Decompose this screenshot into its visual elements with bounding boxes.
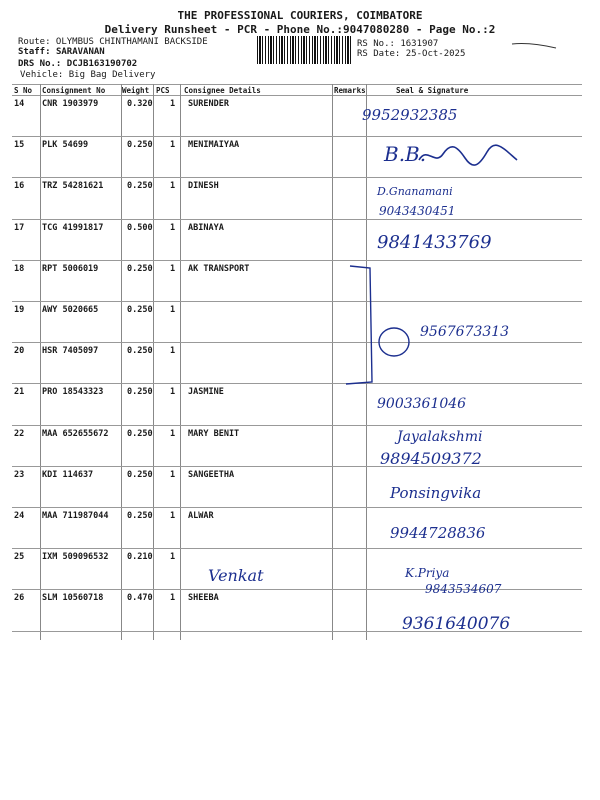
row-consignee: ALWAR [188,511,214,521]
row-consignee: AK TRANSPORT [188,263,250,274]
row-sno: 24 [14,511,25,521]
row-weight: 0.250 [127,140,153,151]
row-pcs: 1 [170,99,176,109]
row-pcs: 1 [170,305,176,315]
row-consignee: MARY BENIT [188,428,240,439]
row-pcs: 1 [170,181,176,192]
row-sno: 26 [14,593,25,604]
row-divider [12,466,582,467]
col-sno: S No [14,86,33,95]
row-consignee: JASMINE [188,387,224,398]
row-consignment: TCG 41991817 [42,222,104,233]
row-sno: 18 [14,263,25,274]
row-consignment: AWY 5020665 [42,305,99,315]
row-consignee: ABINAYA [188,222,224,233]
row-sno: 23 [14,469,25,480]
row-sno: 20 [14,346,25,357]
signature-r16-phone: 9043430451 [379,204,456,218]
row-divider [12,548,582,549]
row-sno: 22 [14,428,25,439]
row-pcs: 1 [170,140,176,151]
signature-r17: 9841433769 [377,232,492,253]
row-pcs: 1 [170,552,176,563]
row-divider [12,425,582,426]
signature-r16-name: D.Gnanamani [377,185,453,198]
row-weight: 0.320 [127,99,153,109]
row-weight: 0.250 [127,305,153,315]
barcode [257,36,353,64]
row-consignment: CNR 1903979 [42,99,99,109]
staff-line [18,47,105,57]
row-consignment: PLK 54699 [42,140,89,151]
drs-line [18,59,137,69]
row-weight: 0.250 [127,511,153,521]
staff-label: Staff: [18,47,51,57]
company-title: THE PROFESSIONAL COURIERS, COIMBATORE [177,9,423,22]
row-consignee: SANGEETHA [188,469,235,480]
row-weight: 0.250 [127,428,153,439]
signature-r22-name: Jayalakshmi [397,429,483,445]
row-divider [12,219,582,220]
row-divider [12,177,582,178]
row-pcs: 1 [170,469,176,480]
row-weight: 0.250 [127,263,153,274]
signature-r26: 9361640076 [402,614,511,634]
drs-value: DCJB163190702 [66,59,138,69]
signature-r19-20: 9567673313 [420,324,510,340]
row-weight: 0.250 [127,469,153,480]
signature-r14: 9952932385 [362,106,458,124]
row-consignee: SURENDER [188,99,229,109]
signature-r25-phone: 9843534607 [425,582,502,596]
row-consignee: DINESH [188,181,219,192]
row-weight: 0.210 [127,552,153,563]
col-consignment: Consignment No [42,86,106,95]
signature-r22-phone: 9894509372 [380,449,482,468]
row-sno: 19 [14,305,25,315]
row-consignment: KDI 114637 [42,469,94,480]
signature-r21: 9003361046 [377,396,467,412]
row-divider [12,342,582,343]
row-sno: 14 [14,99,25,109]
row-sno: 25 [14,552,25,563]
row-divider [12,260,582,261]
row-consignment: TRZ 54281621 [42,181,104,192]
row-pcs: 1 [170,346,176,357]
row-weight: 0.250 [127,181,153,192]
staff-value: SARAVANAN [55,47,105,57]
row-pcs: 1 [170,222,176,233]
signature-r23: Ponsingvika [390,484,482,502]
row-consignment: MAA 652655672 [42,428,109,439]
row-pcs: 1 [170,593,176,604]
row-sno: 16 [14,181,25,192]
row-divider [12,507,582,508]
row-weight: 0.250 [127,346,153,357]
signature-r24: 9944728836 [390,524,486,542]
row-pcs: 1 [170,387,176,398]
row-sno: 15 [14,140,25,151]
row-weight: 0.250 [127,387,153,398]
row-pcs: 1 [170,263,176,274]
row-divider [12,383,582,384]
vehicle-text: Vehicle: Big Bag Delivery [20,70,156,80]
route-text: Route: OLYMBUS CHINTHAMANI BACKSIDE [18,37,208,47]
row-weight: 0.470 [127,593,153,604]
drs-label: DRS No.: [18,59,62,69]
col-remarks: Remarks [334,86,366,95]
row-consignment: SLM 10560718 [42,593,104,604]
signature-r15-scribble [417,142,522,170]
remark-r25: Venkat [208,566,264,585]
signature-r15: B.B. [384,142,427,166]
runsheet-subtitle: Delivery Runsheet - PCR - Phone No.:9047080280 - Page No.:2 [104,23,496,36]
row-divider [12,136,582,137]
row-consignee: MENIMAIYAA [188,140,240,151]
row-consignment: HSR 7405097 [42,346,99,357]
row-sno: 21 [14,387,25,398]
rs-date: RS Date: 25-Oct-2025 [357,49,466,59]
row-consignment: PRO 18543323 [42,387,104,398]
row-pcs: 1 [170,511,176,521]
scribble-mark [510,38,560,52]
row-consignment: IXM 509096532 [42,552,109,563]
row-sno: 17 [14,222,25,233]
rs-number: RS No.: 1631907 [357,39,439,49]
row-divider [12,301,582,302]
col-seal: Seal & Signature [396,86,469,95]
col-weight: Weight [122,86,150,95]
row-weight: 0.500 [127,222,153,233]
row-consignment: RPT 5006019 [42,263,99,274]
row-consignment: MAA 711987044 [42,511,109,521]
signature-r25-name: K.Priya [405,566,450,580]
stamp-circle [374,324,419,364]
runsheet-table [12,84,582,640]
col-consignee: Consignee Details [184,86,261,95]
row-consignee: SHEEBA [188,593,219,604]
row-pcs: 1 [170,428,176,439]
col-pcs: PCS [156,86,170,95]
